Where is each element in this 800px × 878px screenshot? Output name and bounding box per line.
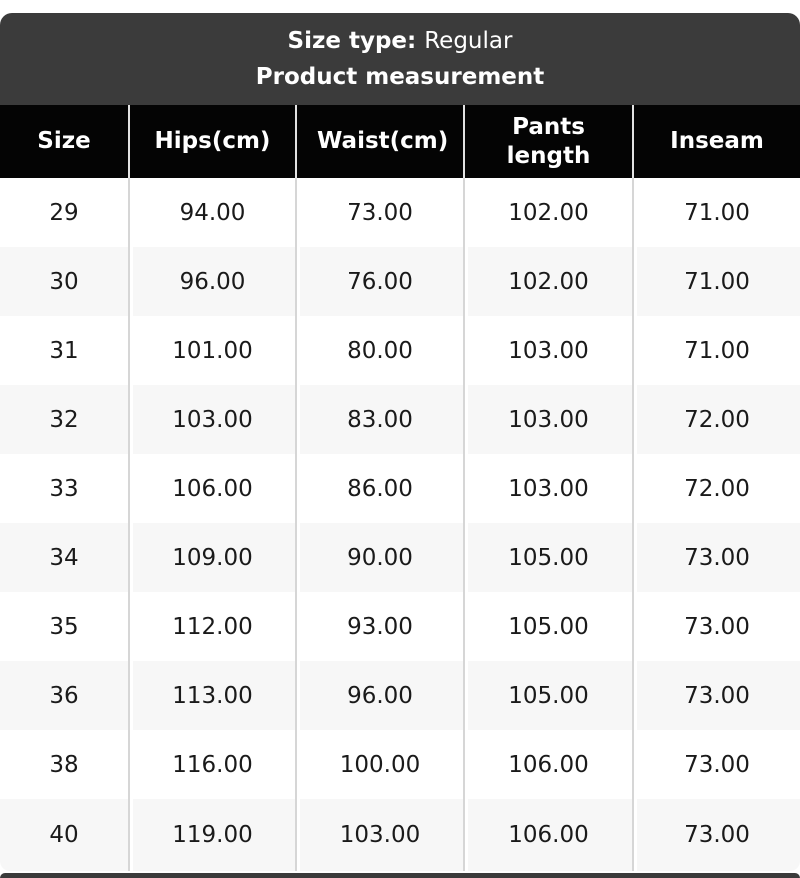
measurement-table-wrap	[0, 105, 800, 871]
table-cell: 72.00	[632, 385, 800, 454]
column-header-waist-cm: Waist(cm)	[295, 105, 463, 178]
table-cell: 30	[0, 247, 128, 316]
measurement-table	[0, 105, 800, 871]
table-cell: 83.00	[295, 385, 463, 454]
table-cell: 102.00	[463, 247, 632, 316]
product-measurement-title: Product measurement	[255, 63, 545, 90]
table-cell: 103.00	[463, 385, 632, 454]
table-cell: 76.00	[295, 247, 463, 316]
table-cell: 109.00	[128, 523, 295, 592]
table-cell: 106.00	[463, 799, 632, 871]
table-cell: 73.00	[295, 178, 463, 247]
size-type-label: Size type:	[287, 27, 417, 54]
table-row	[0, 385, 800, 454]
table-cell: 73.00	[632, 592, 800, 661]
table-cell: 94.00	[128, 178, 295, 247]
table-cell: 38	[0, 730, 128, 799]
table-cell: 40	[0, 799, 128, 871]
table-row	[0, 592, 800, 661]
table-cell: 32	[0, 385, 128, 454]
table-cell: 101.00	[128, 316, 295, 385]
table-cell: 35	[0, 592, 128, 661]
table-cell: 80.00	[295, 316, 463, 385]
size-type-banner	[0, 13, 800, 105]
table-cell: 86.00	[295, 454, 463, 523]
table-cell: 31	[0, 316, 128, 385]
column-header-inseam: Inseam	[632, 105, 800, 178]
table-cell: 96.00	[128, 247, 295, 316]
table-row	[0, 523, 800, 592]
table-cell: 71.00	[632, 247, 800, 316]
table-header-row	[0, 105, 800, 178]
table-cell: 73.00	[632, 730, 800, 799]
table-row	[0, 316, 800, 385]
table-cell: 102.00	[463, 178, 632, 247]
table-cell: 90.00	[295, 523, 463, 592]
table-cell: 116.00	[128, 730, 295, 799]
table-cell: 103.00	[295, 799, 463, 871]
table-cell: 73.00	[632, 799, 800, 871]
table-cell: 103.00	[463, 316, 632, 385]
table-row	[0, 454, 800, 523]
table-cell: 33	[0, 454, 128, 523]
table-cell: 105.00	[463, 661, 632, 730]
column-header-pants-length: Pants length	[463, 105, 632, 178]
column-header-hips-cm: Hips(cm)	[128, 105, 295, 178]
table-cell: 106.00	[128, 454, 295, 523]
table-cell: 72.00	[632, 454, 800, 523]
table-cell: 100.00	[295, 730, 463, 799]
table-cell: 73.00	[632, 523, 800, 592]
table-cell: 112.00	[128, 592, 295, 661]
table-cell: 103.00	[463, 454, 632, 523]
table-cell: 106.00	[463, 730, 632, 799]
table-cell: 36	[0, 661, 128, 730]
table-cell: 73.00	[632, 661, 800, 730]
table-cell: 119.00	[128, 799, 295, 871]
table-cell: 105.00	[463, 592, 632, 661]
size-type-line	[287, 27, 513, 54]
table-cell: 29	[0, 178, 128, 247]
table-cell: 34	[0, 523, 128, 592]
size-type-value: Regular	[424, 27, 513, 54]
next-section-top-bar	[0, 873, 800, 878]
table-row	[0, 730, 800, 799]
table-row	[0, 247, 800, 316]
table-cell: 105.00	[463, 523, 632, 592]
table-cell: 93.00	[295, 592, 463, 661]
table-cell: 71.00	[632, 316, 800, 385]
table-row	[0, 799, 800, 871]
table-row	[0, 178, 800, 247]
table-cell: 103.00	[128, 385, 295, 454]
table-row	[0, 661, 800, 730]
table-cell: 113.00	[128, 661, 295, 730]
table-cell: 96.00	[295, 661, 463, 730]
table-cell: 71.00	[632, 178, 800, 247]
column-header-size: Size	[0, 105, 128, 178]
